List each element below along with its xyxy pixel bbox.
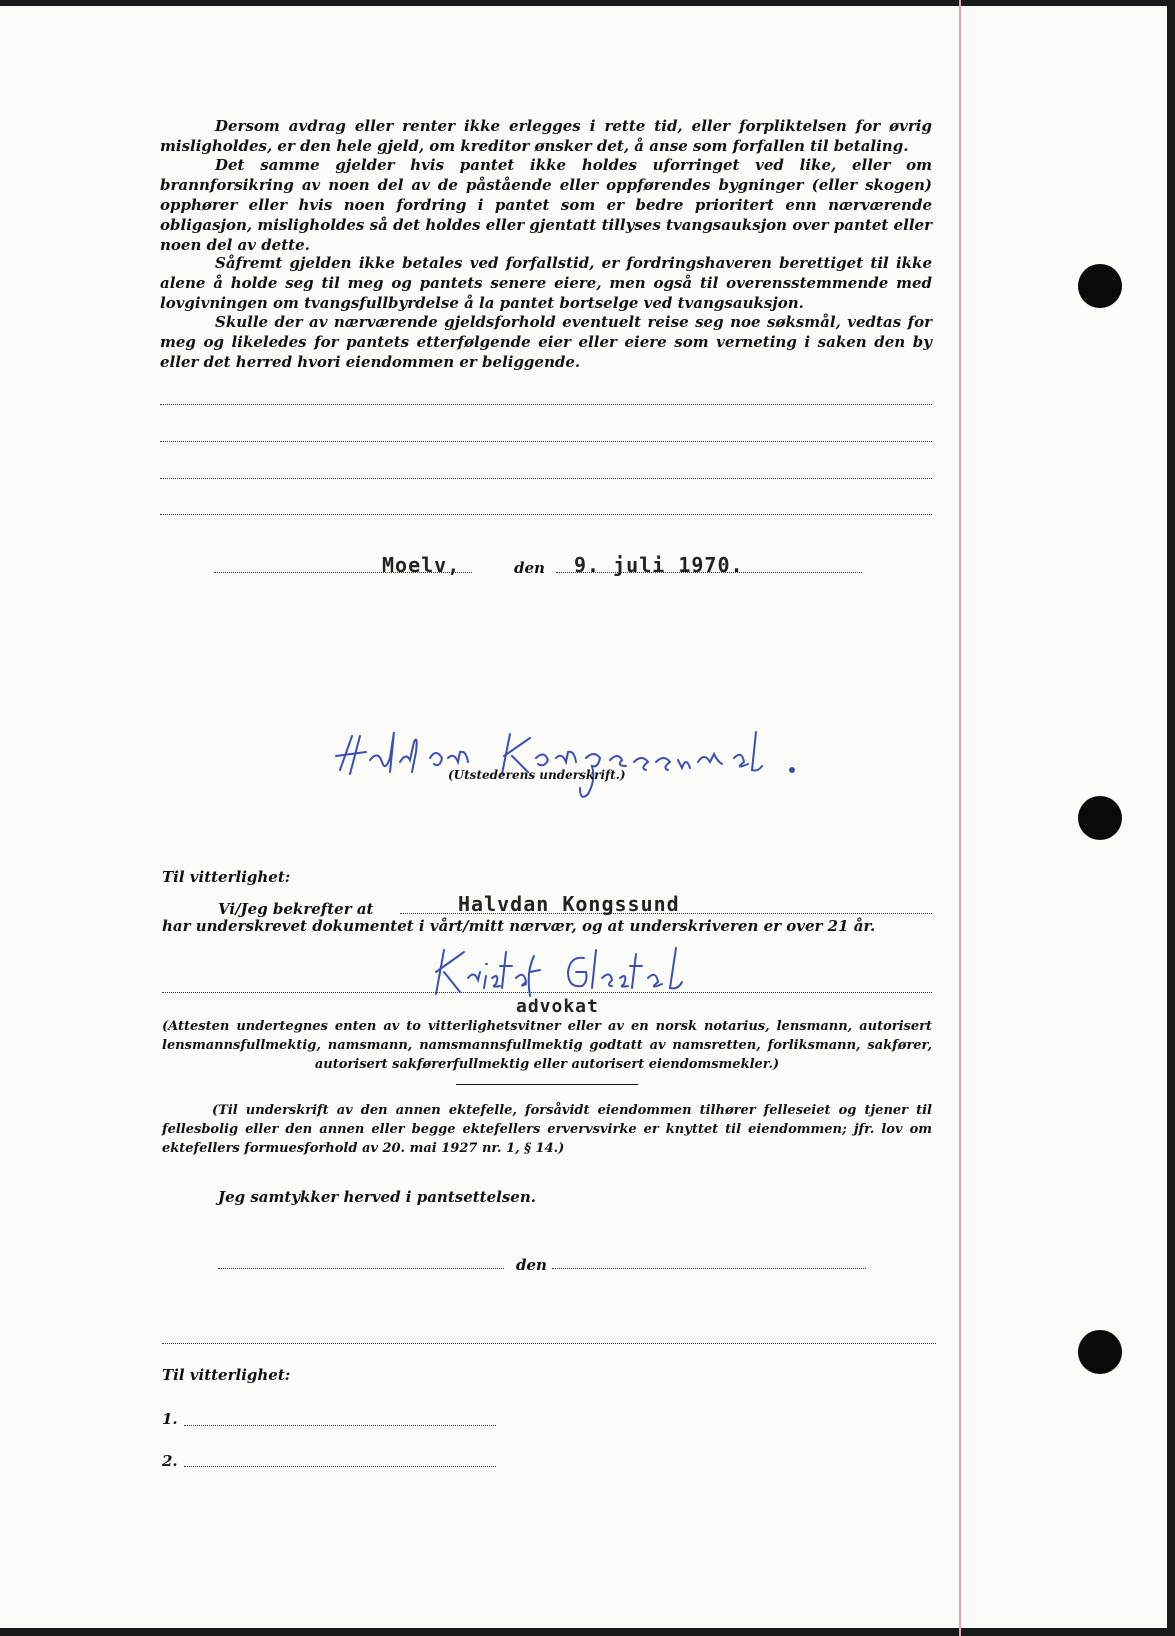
paragraph-collateral: Det samme gjelder hvis pantet ikke holdes uforringet ved like, eller om brannforsikring av noen del av de påstående eller oppførendes bygninger (eller skogen) opphører eller hvis noen fordring i pantet som er bedre prioritert enn nærværende obligasjon, misligholdes så det holdes eller gjentatt tillyses tvangsauksjon over pantet eller noen del av dette. — [160, 156, 932, 254]
paragraph-maturity: Såfremt gjelden ikke betales ved forfallstid, er fordringshaveren berettiget til ikke alene å holde seg til meg og pantets senere eiere, men også til overensstemmende med lovgivningen om tvangsfullbyrdelse å la pantet bortselge ved tvangsauksjon. — [160, 254, 932, 312]
spouse-note: (Til underskrift av den annen ektefelle, forsåvidt eiendommen tilhører felleseiet og tjener til fellesbolig eller den annen eller begge ektefellers ervervsvirke er knyttet til eiendommen; jfr. lov om ektefellers formuesforhold av 20. mai 1927 nr. 1, § 14.) — [162, 1103, 932, 1156]
witness-1-label: 1. — [162, 1410, 178, 1428]
section-divider — [456, 1084, 638, 1085]
confirm-label: Vi/Jeg bekrefter at — [218, 900, 374, 918]
attestation-note: (Attesten undertegnes enten av to vitterlighetsvitner eller av en norsk notarius, lensmann, autorisert lensmannsfullmektig, namsmann, namsmannsfullmektig godtatt av namsretten, forliksmann, sakfører, autorisert sakførerfullmektig eller autorisert eiendomsmekler.) — [162, 1019, 932, 1072]
margin-rule — [959, 0, 961, 1636]
issuer-signature-caption: (Utstederens underskrift.) — [448, 768, 626, 782]
witness-2-label: 2. — [162, 1452, 178, 1470]
witness-2-line — [184, 1466, 496, 1467]
spouse-witness-heading: Til vitterlighet: — [162, 1366, 291, 1384]
den-label: den — [514, 559, 545, 577]
paragraph-jurisdiction: Skulle der av nærværende gjeldsforhold eventuelt reise seg noe søksmål, vedtas for meg og likeledes for pantets etterfølgende eier eller eiere som verneting i saken den by eller det herred hvori eiendommen er beliggende. — [160, 313, 932, 371]
spouse-consent: Jeg samtykker herved i pantsettelsen. — [218, 1188, 536, 1206]
witness-signature-line — [162, 992, 932, 993]
punch-hole-bottom — [1078, 1330, 1122, 1374]
witness-statement: har underskrevet dokumentet i vårt/mitt nærvær, og at underskriveren er over 21 år. — [162, 917, 876, 935]
blank-line — [160, 514, 932, 515]
spouse-place-line — [218, 1268, 504, 1269]
issuer-signature — [330, 722, 830, 802]
scan-edge-right — [1167, 0, 1175, 1636]
punch-hole-top — [1078, 264, 1122, 308]
blank-line — [160, 478, 932, 479]
punch-hole-middle — [1078, 796, 1122, 840]
scan-edge-bottom — [0, 1628, 1175, 1636]
blank-line — [160, 441, 932, 442]
confirmed-name: Halvdan Kongssund — [458, 892, 680, 916]
witness-heading: Til vitterlighet: — [162, 868, 291, 886]
paragraph-default: Dersom avdrag eller renter ikke erlegges i rette tid, eller forpliktelsen for øvrig misligholdes, er den hele gjeld, om kreditor ønsker det, å anse som forfallen til betaling. — [160, 117, 932, 155]
spouse-signature-line — [162, 1343, 936, 1344]
date-value: 9. juli 1970. — [574, 553, 744, 577]
spouse-date-line — [552, 1268, 866, 1269]
witness-1-line — [184, 1425, 496, 1426]
place-value: Moelv, — [382, 553, 461, 577]
scan-edge-top — [0, 0, 1175, 6]
witness-title: advokat — [516, 996, 599, 1017]
spouse-den-label: den — [516, 1256, 547, 1274]
witness-signature — [430, 942, 740, 1002]
blank-line — [160, 404, 932, 405]
